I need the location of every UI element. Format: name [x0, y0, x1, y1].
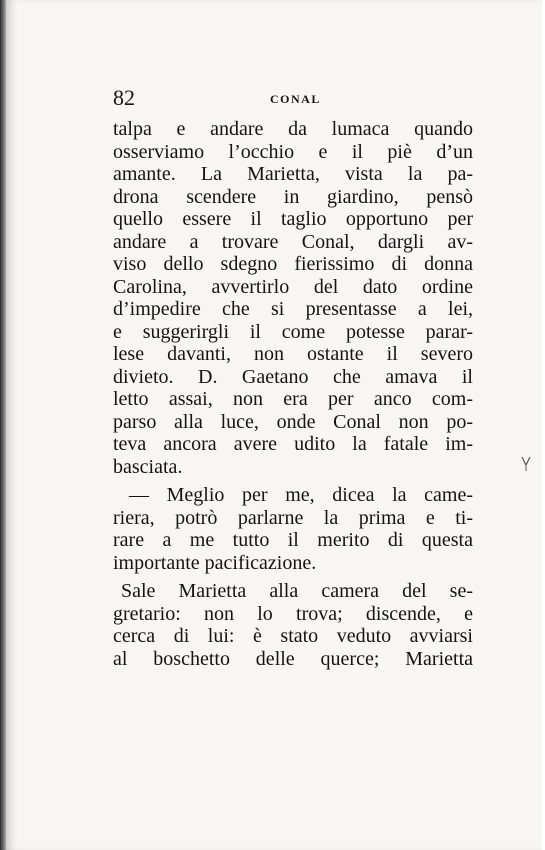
- text-line: andare a trovare Conal, dargli av-: [113, 230, 473, 253]
- page-edge-mark-icon: [520, 455, 532, 473]
- text-line: Carolina, avvertirlo del dato ordine: [113, 275, 473, 298]
- text-line: talpa e andare da lumaca quando: [113, 118, 473, 140]
- running-head: CONAL: [270, 92, 321, 106]
- text-line: riera, potrò parlarne la prima e ti-: [113, 506, 473, 529]
- text-line: basciata.: [113, 455, 183, 478]
- page-number: 82: [113, 85, 135, 110]
- text-line: letto assai, non era per anco com-: [113, 388, 473, 410]
- paragraph-2: [113, 484, 473, 507]
- text-line: amante. La Marietta, vista la pa-: [113, 163, 473, 185]
- text-line: osserviamo l’occhio e il piè d’un: [113, 140, 473, 163]
- text-line: e suggerirgli il come potesse parar-: [113, 320, 473, 343]
- paragraph-3: [113, 580, 473, 670]
- text-line: rare a me tutto il merito di questa: [113, 529, 473, 551]
- paragraph-1: [113, 118, 473, 478]
- text-line: al boschetto delle querce; Marietta: [113, 647, 473, 670]
- text-line: drona scendere in giardino, pensò: [113, 185, 473, 208]
- text-line: cerca di lui: è stato veduto avviarsi: [113, 625, 473, 647]
- text-line: teva ancora avere udito la fatale im-: [113, 433, 473, 455]
- text-line: viso dello sdegno fierissimo di donna: [113, 253, 473, 275]
- text-line: importante pacificazione.: [113, 551, 317, 574]
- text-line: parso alla luce, onde Conal non po-: [113, 410, 473, 433]
- text-line: quello essere il taglio opportuno per: [113, 208, 473, 230]
- text-line: — Meglio per me, dicea la came-: [129, 484, 473, 506]
- paragraph-2-cont: [113, 507, 473, 575]
- text-line: d’impedire che si presentasse a lei,: [113, 298, 473, 320]
- text-line: Sale Marietta alla camera del se-: [121, 580, 473, 602]
- text-line: lese davanti, non ostante il severo: [113, 343, 473, 365]
- page-header: [113, 86, 453, 110]
- body-text: [113, 118, 473, 670]
- text-line: divieto. D. Gaetano che amava il: [113, 365, 473, 388]
- text-line: gretario: non lo trova; discende, e: [113, 602, 473, 625]
